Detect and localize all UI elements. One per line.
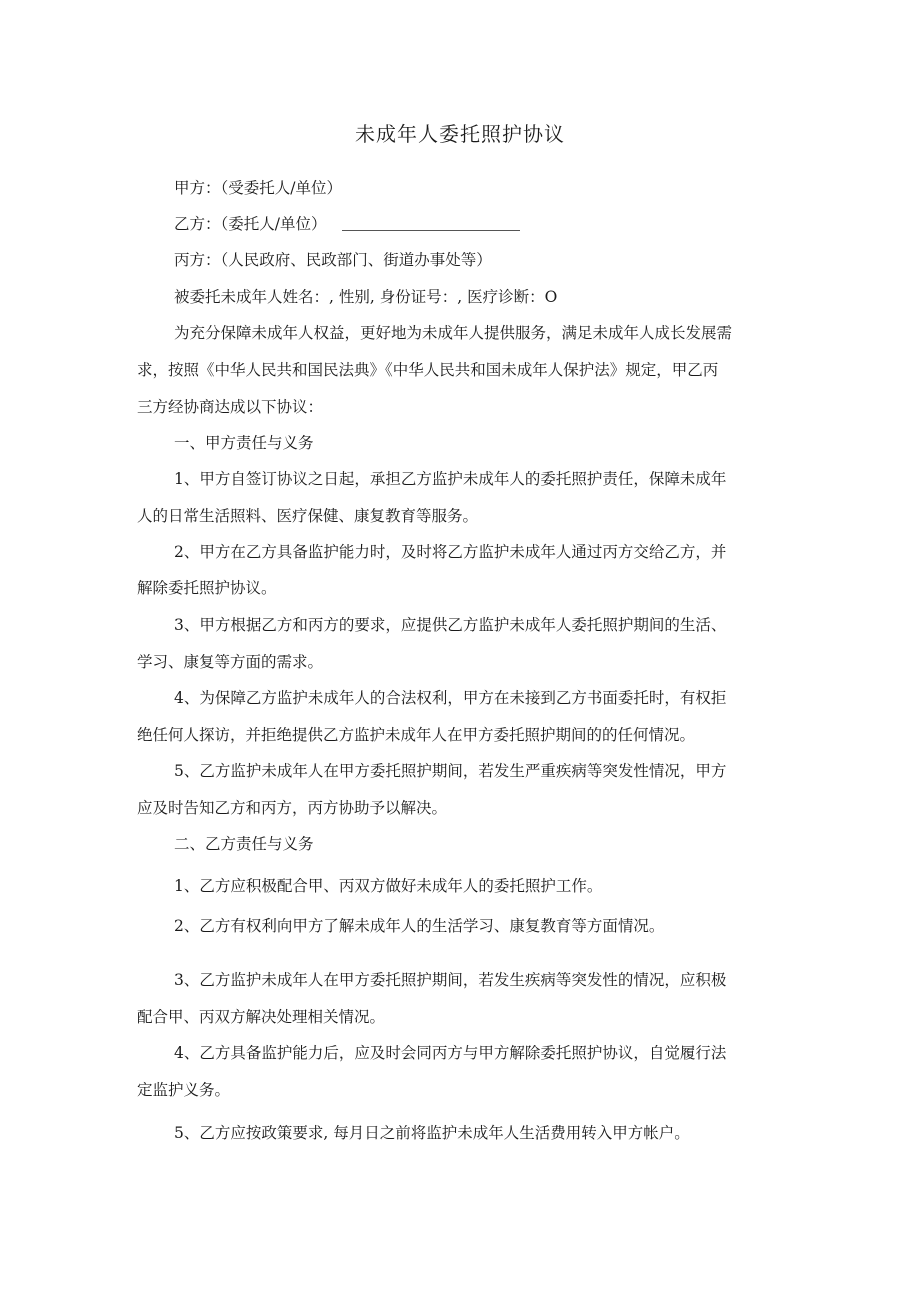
- section2-item-line: 定监护义务。: [137, 1081, 231, 1099]
- section1-item-line: 学习、康复等方面的需求。: [137, 653, 324, 671]
- section1-item-line: 绝任何人探访，并拒绝提供乙方监护未成年人在甲方委托照护期间的的任何情况。: [137, 726, 696, 744]
- section1-item-line: 3、甲方根据乙方和丙方的要求，应提供乙方监护未成年人委托照护期间的生活、: [174, 616, 727, 634]
- section1-item-line: 5、乙方监护未成年人在甲方委托照护期间，若发生严重疾病等突发性情况，甲方: [174, 762, 727, 780]
- document-title: 未成年人委托照护协议: [355, 122, 565, 146]
- section1-item-line: 人的日常生活照料、医疗保健、康复教育等服务。: [137, 507, 479, 525]
- section1-item-line: 2、甲方在乙方具备监护能力时，及时将乙方监护未成年人通过丙方交给乙方，并: [174, 543, 727, 561]
- section2-item-line: 2、乙方有权利向甲方了解未成年人的生活学习、康复教育等方面情况。: [174, 917, 665, 935]
- preamble-line: 为充分保障未成年人权益，更好地为未成年人提供服务，满足未成年人成长发展需: [174, 324, 733, 342]
- section2-item-line: 5、乙方应按政策要求, 每月日之前将监护未成年人生活费用转入甲方帐户。: [174, 1124, 690, 1142]
- party-b: 乙方：（委托人/单位）: [174, 215, 327, 233]
- preamble-line: 求，按照《中华人民共和国民法典》《中华人民共和国未成年人保护法》规定，甲乙丙: [137, 361, 719, 379]
- party-b-blank-field: [342, 216, 520, 231]
- section1-item-line: 1、甲方自签订协议之日起，承担乙方监护未成年人的委托照护责任，保障未成年: [174, 470, 727, 488]
- section2-item-line: 3、乙方监护未成年人在甲方委托照护期间，若发生疾病等突发性的情况，应积极: [174, 971, 727, 989]
- party-b-line: [174, 214, 794, 234]
- party-a: 甲方：（受委托人/单位）: [174, 179, 342, 197]
- section2-item-line: 4、乙方具备监护能力后，应及时会同丙方与甲方解除委托照护协议，自觉履行法: [174, 1044, 727, 1062]
- section2-item-line: 配合甲、丙双方解决处理相关情况。: [137, 1008, 386, 1026]
- section1-item-line: 应及时告知乙方和丙方，丙方协助予以解决。: [137, 799, 448, 817]
- party-c: 丙方：（人民政府、民政部门、街道办事处等）: [174, 251, 492, 269]
- section2-item-line: 1、乙方应积极配合甲、丙双方做好未成年人的委托照护工作。: [174, 877, 603, 895]
- section1-item-line: 4、为保障乙方监护未成年人的合法权利，甲方在未接到乙方书面委托时，有权拒: [174, 689, 727, 707]
- section1-item-line: 解除委托照护协议。: [137, 579, 277, 597]
- section2-title: 二、乙方责任与义务: [174, 835, 314, 853]
- preamble-line: 三方经协商达成以下协议：: [137, 398, 324, 416]
- section1-title: 一、甲方责任与义务: [174, 434, 314, 452]
- minor-info: 被委托未成年人姓名：, 性别, 身份证号：, 医疗诊断：O: [174, 288, 558, 306]
